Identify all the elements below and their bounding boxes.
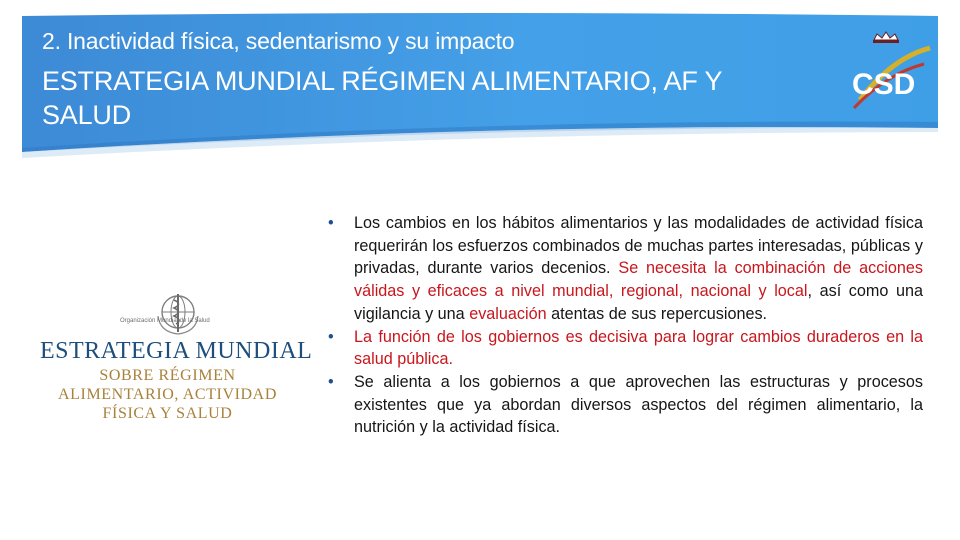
- csd-logo: [846, 28, 936, 128]
- slide-title: ESTRATEGIA MUNDIAL RÉGIMEN ALIMENTARIO, AF Y SALUD: [42, 66, 722, 130]
- bullet-list: [328, 212, 923, 439]
- bullet-text: , así como una vigilancia y una: [354, 282, 923, 323]
- slide-subtitle: 2. Inactividad física, sedentarismo y su impacto: [42, 28, 515, 54]
- bullet-item: [328, 212, 923, 326]
- header-banner: [0, 0, 960, 165]
- bullet-highlight: evaluación: [469, 304, 547, 323]
- bullet-highlight: Se necesita la combinación de acciones válidas y eficaces a nivel mundial, regional, nacional y local: [354, 259, 924, 301]
- bullet-text: atentas de sus repercusiones.: [551, 304, 768, 323]
- bullet-dot-icon: •: [328, 372, 334, 391]
- cover-subheading-line: SOBRE RÉGIMEN: [99, 367, 236, 384]
- bullet-item: [328, 371, 923, 439]
- who-org-name: Organización Mundial de la Salud: [120, 318, 210, 324]
- cover-subheading-line: FÍSICA Y SALUD: [102, 405, 233, 422]
- bullet-text: Los cambios en los hábitos alimentarios y las modalidades de actividad física requerirán los esfuerzos combinados de muchas partes interesadas, públicas y privadas, durante varios decenios.: [354, 214, 923, 278]
- csd-logo-text: CSD: [852, 68, 916, 101]
- bullet-item: [328, 326, 923, 371]
- bullet-highlight: La función de los gobiernos es decisiva para lograr cambios duraderos en la salud pública.: [354, 327, 923, 369]
- bullet-dot-icon: •: [328, 214, 334, 232]
- bullet-text: Se alienta a los gobiernos a que aprovechen las estructuras y procesos existentes que ya abordan diversos aspectos del régimen alimentario, la nutrición y la actividad física.: [354, 372, 923, 437]
- strategy-cover: [30, 270, 313, 430]
- cover-heading: ESTRATEGIA MUNDIAL: [40, 338, 313, 364]
- cover-subheading-line: ALIMENTARIO, ACTIVIDAD: [57, 386, 277, 403]
- crown-icon: [873, 32, 899, 43]
- bullet-dot-icon: •: [328, 327, 334, 346]
- cover-subheading: [30, 366, 305, 423]
